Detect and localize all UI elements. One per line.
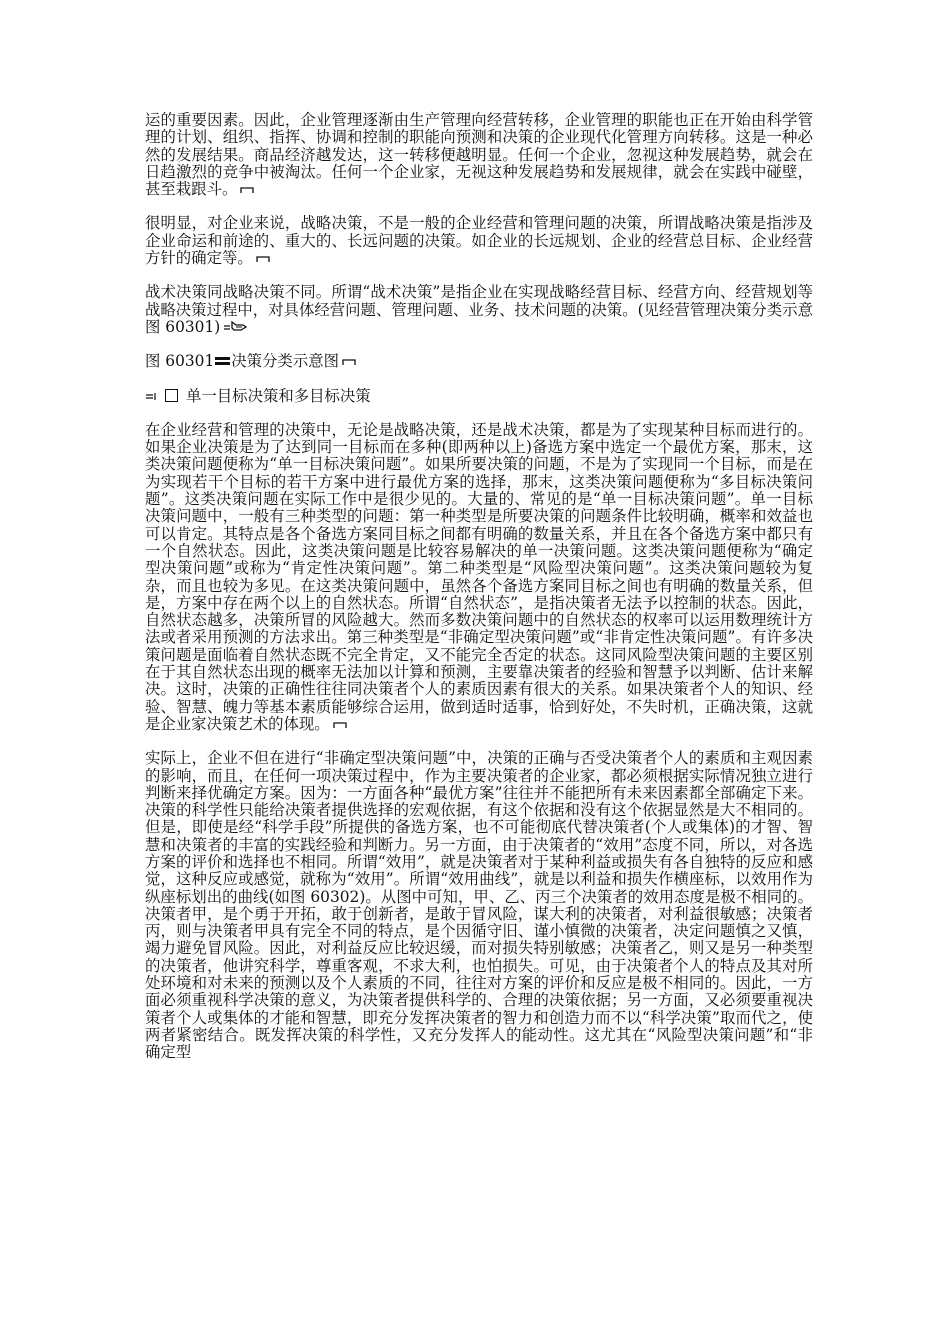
paragraph-1 — [145, 112, 813, 198]
paragraph-5 — [145, 750, 813, 1061]
paragraph-5-text: 实际上，企业不但在进行“非确定型决策问题”中，决策的正确与否受决策者个人的素质和主观因素的影响，而且，在任何一项决策过程中，作为主要决策者的企业家，都必须根据实际情况独立进行判断来择优确定方案。因为：一方面各种“最优方案”往往并不能把所有未来因素都全部确定下来。决策的科学性只能给决策者提供选择的宏观依据，有这个依据和没有这个依据显然是大不相同的。但是，即使是经“科学手段”所提供的备选方案，也不可能彻底代替决策者(个人或集体)的才智、智慧和决策者的丰富的实践经验和判断力。另一方面，由于决策者的“效用”态度不同，所以，对各选方案的评价和选择也不相同。所谓“效用”，就是决策者对于某种利益或损失有各自独特的反应和感觉，这种反应或感觉，就称为“效用”。所谓“效用曲线”，就是以利益和损失作横座标，以效用作为纵座标划出的曲线(如图 60302)。从图中可知，甲、乙、丙三个决策者的效用态度是极不相同的。决策者甲，是个勇于开拓，敢于创新者，是敢于冒风险，谋大利的决策者，对利益很敏感；决策者丙，则与决策者甲具有完全不同的特点，是个因循守旧、谨小慎微的决策者，决定问题慎之又慎，竭力避免冒风险。因此，对利益反应比较迟缓，而对损失特别敏感；决策者乙，则又是另一种类型的决策者，他讲究科学，尊重客观，不求大利，也怕损失。可见，由于决策者个人的特点及其对所处环境和对未来的预测以及个人素质的不同，往往对方案的评价和反应是极不相同的。因此，一方面必须重视科学决策的意义，为决策者提供科学的、合理的决策依据；另一方面，又必须要重视决策者个人或集体的才能和智慧，即充分发挥决策者的智力和创造力而不以“科学决策”取而代之，使两者紧密结合。既发挥决策的科学性，又充分发挥人的能动性。这尤其在“风险型决策问题”和“非确定型 — [145, 749, 813, 1062]
figure-title: 决策分类示意图 — [231, 352, 339, 371]
return-mark-icon — [256, 253, 270, 263]
lead-mark-icon — [145, 388, 159, 405]
paragraph-1-text: 运的重要因素。因此，企业管理逐渐由生产管理向经营转移，企业管理的职能也正在开始由科学管理的计划、组织、指挥、协调和控制的职能向预测和决策的企业现代化管理方向转移。这是一种必然的发展结果。商品经济越发达，这一转移便越明显。任何一个企业，忽视这种发展趋势，就会在日趋激烈的竞争中被淘汰。任何一个企业家，无视这种发展趋势和发展规律，就会在实践中碰壁，甚至栽跟斗。 — [145, 111, 813, 199]
section-heading — [145, 388, 813, 405]
paragraph-3-text: 战术决策同战略决策不同。所谓“战术决策”是指企业在实现战略经营目标、经营方向、经营规划等战略决策过程中，对具体经营问题、管理问题、业务、技术问题的决策。(见经营管理决策分类示意图 60301) — [145, 283, 813, 336]
paragraph-3 — [145, 284, 813, 336]
paragraph-2 — [145, 215, 813, 267]
section-heading-text: 单一目标决策和多目标决策 — [186, 386, 371, 405]
return-mark-icon — [333, 719, 347, 729]
document-page — [145, 112, 813, 1062]
return-mark-icon — [342, 356, 356, 366]
separator-bar-icon — [215, 357, 230, 365]
checkbox-icon — [165, 389, 178, 402]
figure-number: 图 60301 — [145, 352, 215, 371]
paragraph-2-text: 很明显，对企业来说，战略决策，不是一般的企业经营和管理问题的决策，所谓战略决策是指涉及企业命运和前途的、重大的、长远问题的决策。如企业的长远规划、企业的经营总目标、企业经营方针的确定等。 — [145, 214, 813, 268]
paragraph-4 — [145, 422, 813, 733]
figure-caption — [145, 353, 813, 370]
return-mark-icon — [240, 184, 254, 194]
paragraph-4-text: 在企业经营和管理的决策中，无论是战略决策，还是战术决策，都是为了实现某种目标而进行的。如果企业决策是为了达到同一目标而在多种(即两种以上)备选方案中选定一个最优方案，那末，这类决策问题便称为“单一目标决策问题”。如果所要决策的问题，不是为了实现同一个目标，而是在为实现若干个目标的若干方案中进行最优方案的选择，那末，这类决策问题便称为“多目标决策问题”。这类决策问题在实际工作中是很少见的。大量的、常见的是“单一目标决策问题”。单一目标决策问题中，一般有三种类型的问题：第一种类型是所要决策的问题条件比较明确，概率和效益也可以肯定。其特点是各个备选方案同目标之间都有明确的数量关系，并且在各个备选方案中都只有一个自然状态。因此，这类决策问题是比较容易解决的单一决策问题。这类决策问题便称为“确定型决策问题”或称为“肯定性决策问题”。第二种类型是“风险型决策问题”。这类决策问题较为复杂，而且也较为多见。在这类决策问题中，虽然各个备选方案同目标之间也有明确的数量关系，但是，方案中存在两个以上的自然状态。所谓“自然状态”，是指决策者无法予以控制的状态。因此，自然状态越多，决策所冒的风险越大。然而多数决策问题中的自然状态的权率可以运用数理统计方法或者采用预测的方法求出。第三种类型是“非确定型决策问题”或“非肯定性决策问题”。有许多决策问题是面临着自然状态既不完全肯定，又不能完全否定的状态。这同风险型决策问题的主要区别在于其自然状态出现的概率无法加以计算和预测，主要靠决策者的经验和智慧予以判断、估计来解决。这时，决策的正确性往往同决策者个人的素质因素有很大的关系。如果决策者个人的知识、经验、智慧、魄力等基本素质能够综合运用，做到适时适事，恰到好处，不失时机，正确决策，这就是企业家决策艺术的体现。 — [145, 420, 813, 733]
arrow-hand-icon — [223, 320, 247, 332]
